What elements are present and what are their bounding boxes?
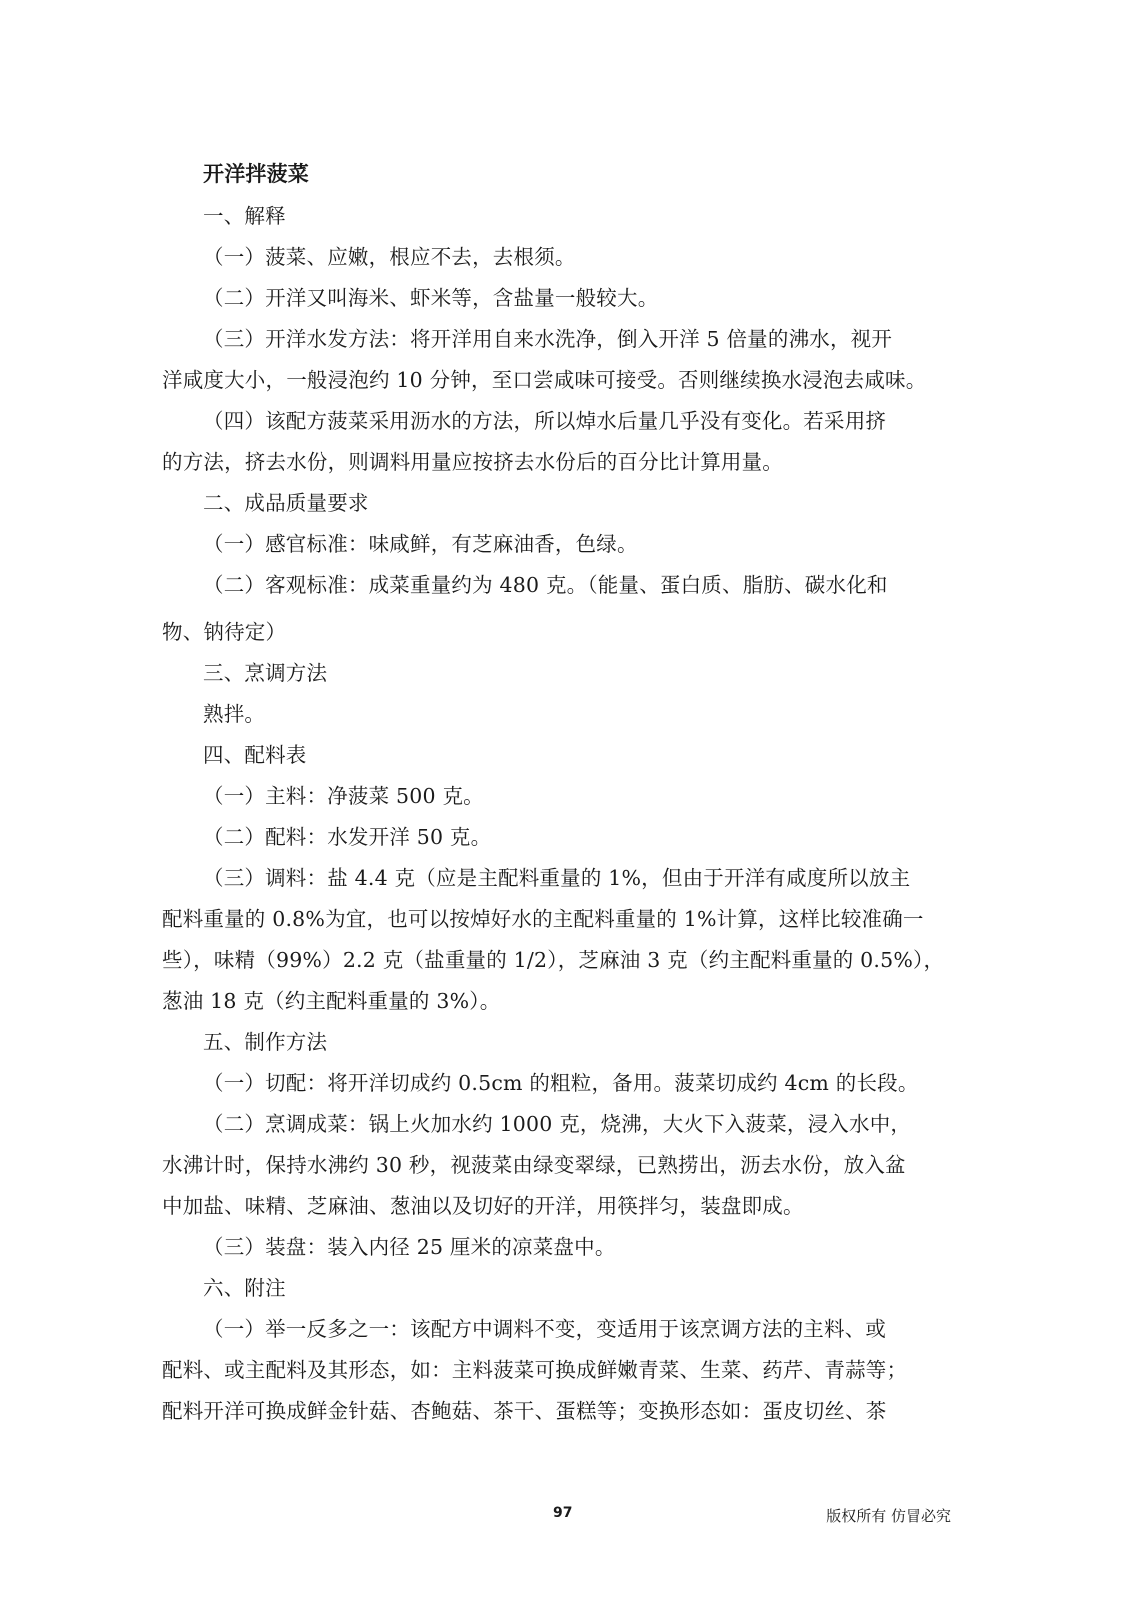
paragraph-line: （三）调料：盐 4.4 克（应是主配料重量的 1%，但由于开洋有咸度所以放主 (203, 866, 911, 890)
paragraph-line: 熟拌。 (203, 702, 266, 726)
section-heading: 一、解释 (203, 204, 286, 228)
paragraph-line: 水沸计时，保持水沸约 30 秒，视菠菜由绿变翠绿，已熟捞出，沥去水份，放入盆 (162, 1153, 906, 1177)
paragraph-line: （一）举一反多之一：该配方中调料不变，变适用于该烹调方法的主料、或 (203, 1317, 887, 1341)
paragraph-line: 配料开洋可换成鲜金针菇、杏鲍菇、茶干、蛋糕等；变换形态如：蛋皮切丝、茶 (162, 1399, 887, 1423)
paragraph-line: 的方法，挤去水份，则调料用量应按挤去水份后的百分比计算用量。 (162, 450, 783, 474)
section-heading: 六、附注 (203, 1276, 286, 1300)
paragraph-line: （一）切配：将开洋切成约 0.5cm 的粗粒，备用。菠菜切成约 4cm 的长段。 (203, 1071, 919, 1095)
paragraph-line: （二）开洋又叫海米、虾米等，含盐量一般较大。 (203, 286, 659, 310)
page-footer (0, 1505, 1131, 1535)
paragraph-line: （四）该配方菠菜采用沥水的方法，所以焯水后量几乎没有变化。若采用挤 (203, 409, 887, 433)
paragraph-line: 葱油 18 克（约主配料重量的 3%）。 (162, 989, 501, 1013)
paragraph-line: （一）主料：净菠菜 500 克。 (203, 784, 484, 808)
paragraph-line: 些），味精（99%）2.2 克（盐重量的 1/2），芝麻油 3 克（约主配料重量的 0.5%）， (162, 948, 945, 972)
section-heading: 二、成品质量要求 (203, 491, 369, 515)
page-number: 97 (553, 1505, 573, 1521)
paragraph-line: （二）烹调成菜：锅上火加水约 1000 克，烧沸，大火下入菠菜，浸入水中， (203, 1112, 912, 1136)
paragraph-line: 配料重量的 0.8%为宜，也可以按焯好水的主配料重量的 1%计算，这样比较准确一 (162, 907, 924, 931)
section-heading: 三、烹调方法 (203, 661, 328, 685)
section-heading: 五、制作方法 (203, 1030, 328, 1054)
paragraph-line: （三）开洋水发方法：将开洋用自来水洗净，倒入开洋 5 倍量的沸水，视开 (203, 327, 893, 351)
paragraph-line: （三）装盘：装入内径 25 厘米的凉菜盘中。 (203, 1235, 616, 1259)
paragraph-line: （二）客观标准：成菜重量约为 480 克。（能量、蛋白质、脂肪、碳水化和 (203, 573, 888, 597)
paragraph-line: 配料、或主配料及其形态，如：主料菠菜可换成鲜嫩青菜、生菜、药芹、青蒜等； (162, 1358, 908, 1382)
paragraph-line: （一）菠菜、应嫩，根应不去，去根须。 (203, 245, 576, 269)
section-heading: 四、配料表 (203, 743, 307, 767)
paragraph-line: 中加盐、味精、芝麻油、葱油以及切好的开洋，用筷拌匀，装盘即成。 (162, 1194, 804, 1218)
paragraph-line: 洋咸度大小，一般浸泡约 10 分钟，至口尝咸味可接受。否则继续换水浸泡去咸味。 (162, 368, 927, 392)
copyright-notice: 版权所有 仿冒必究 (826, 1507, 951, 1525)
paragraph-line: （二）配料：水发开洋 50 克。 (203, 825, 492, 849)
paragraph-line: （一）感官标准：味咸鲜，有芝麻油香，色绿。 (203, 532, 638, 556)
document-body (162, 152, 962, 1432)
recipe-title: 开洋拌菠菜 (203, 162, 309, 186)
paragraph-line: 物、钠待定） (162, 620, 287, 644)
